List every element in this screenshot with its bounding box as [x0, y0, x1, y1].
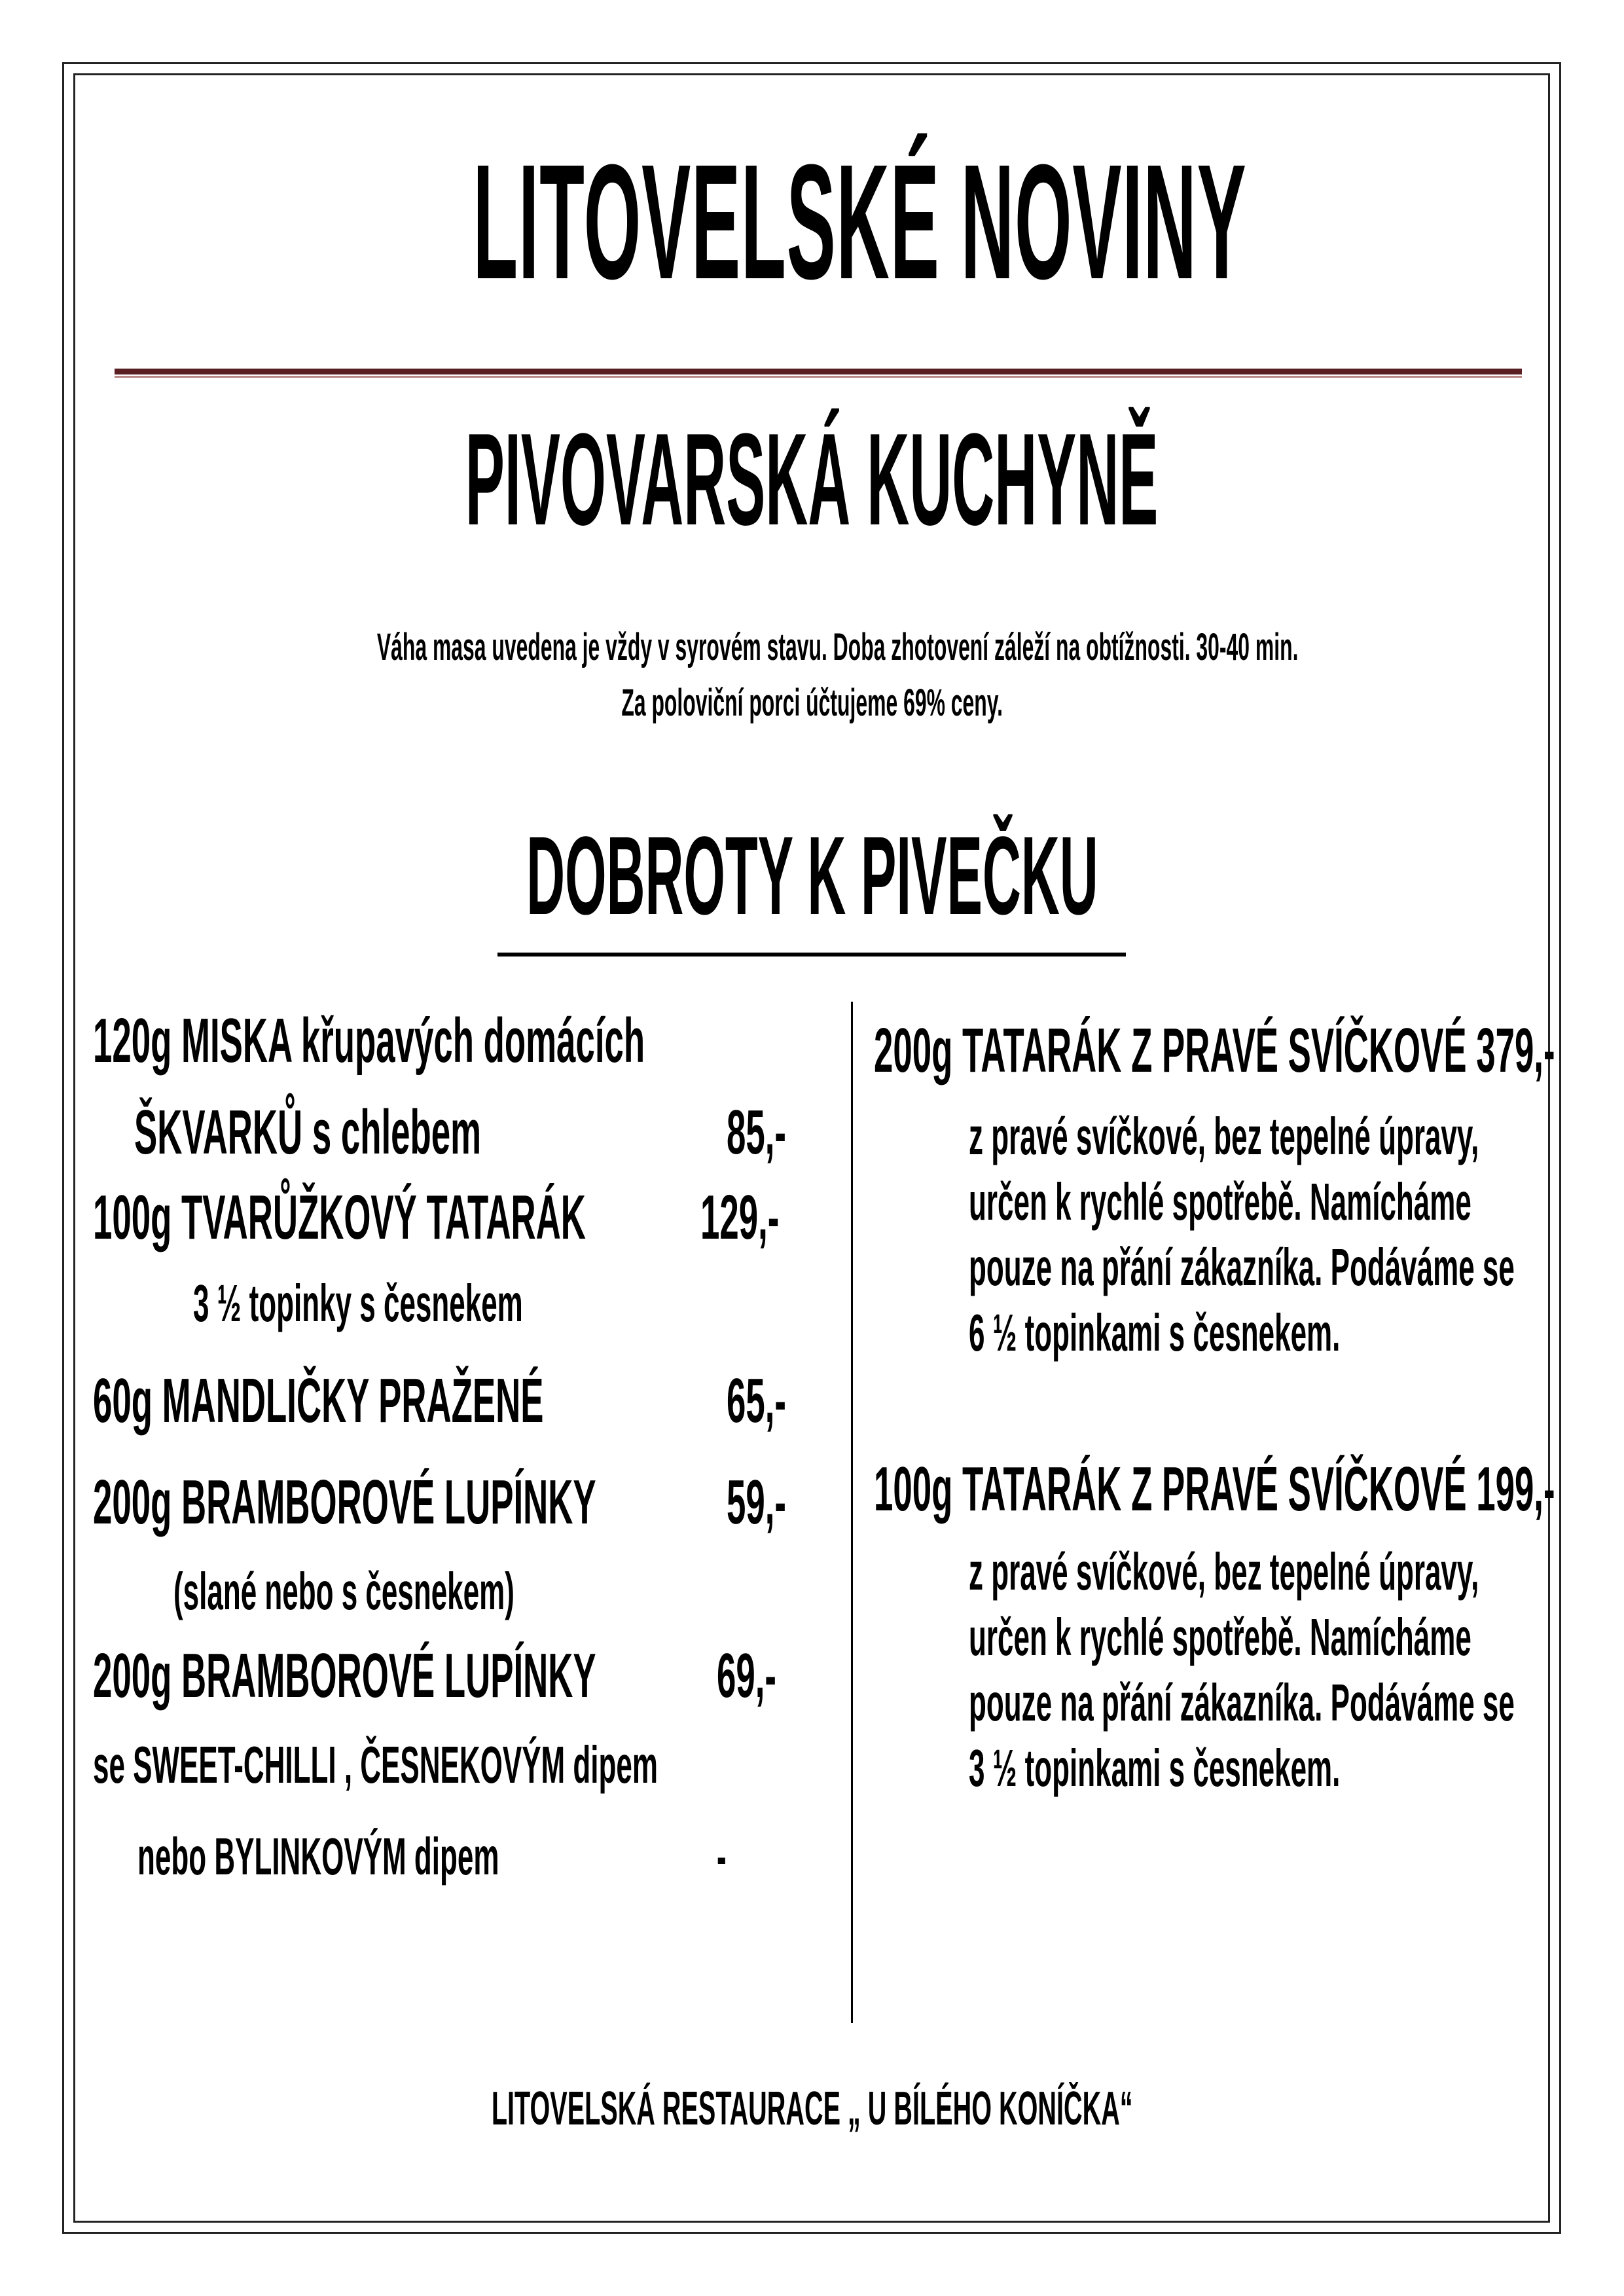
item-4-name: 200g BRAMBOROVÉ LUPÍNKY [93, 1467, 596, 1537]
title-divider [115, 369, 1522, 374]
item-2-name: 100g TVARŮŽKOVÝ TATARÁK [93, 1182, 586, 1252]
right-item-1-desc-4: 6 ½ topinkami s česnekem. [969, 1303, 1341, 1362]
page-subtitle: PIVOVARSKÁ KUCHYNĚ [465, 407, 1159, 553]
item-5-desc-line2: nebo BYLINKOVÝM dipem [137, 1827, 499, 1886]
note-line-2: Za poloviční porci účtujeme 69% ceny. [621, 682, 1003, 724]
page-title-wrap [0, 128, 1624, 316]
item-1-name-line2: ŠKVARKŮ s chlebem [134, 1097, 482, 1167]
item-4-desc: (slané nebo s česnekem) [173, 1562, 514, 1620]
right-item-2-desc-1: z pravé svíčkové, bez tepelné úpravy, [969, 1542, 1479, 1601]
page-title: LITOVELSKÉ NOVINY [473, 130, 1247, 313]
note-line-1: Váha masa uvedena je vždy v syrovém stavu. Doba zhotovení záleží na obtížnosti. 30-40 min. [376, 626, 1299, 668]
right-item-2-name: 100g TATARÁK Z PRAVÉ SVÍČKOVÉ 199,- [874, 1454, 1555, 1524]
right-item-2-desc-3: pouze na přání zákazníka. Podáváme se [969, 1673, 1515, 1732]
item-2-desc: 3 ½ topinky s česnekem [193, 1274, 523, 1332]
footer-text: LITOVELSKÁ RESTAURACE „ U BÍLÉHO KONÍČKA“ [491, 2083, 1133, 2135]
title-divider-shadow [115, 376, 1522, 378]
right-item-1-desc-1: z pravé svíčkové, bez tepelné úpravy, [969, 1107, 1479, 1165]
right-item-1-desc-2: určen k rychlé spotřebě. Namícháme [969, 1173, 1471, 1231]
item-1-price: 85,- [727, 1097, 786, 1167]
item-5-desc-line1: se SWEET-CHILLI , ČESNEKOVÝM dipem [93, 1736, 659, 1794]
item-4-price: 59,- [727, 1467, 786, 1537]
item-5-price: 69,- [717, 1641, 776, 1711]
right-item-2-desc-2: určen k rychlé spotřebě. Namícháme [969, 1608, 1471, 1666]
section-underline [497, 953, 1126, 957]
right-item-2-desc-4: 3 ½ topinkami s česnekem. [969, 1739, 1341, 1797]
footer-wrap [0, 2082, 1624, 2136]
item-3-name: 60g MANDLIČKY PRAŽENÉ [93, 1366, 544, 1436]
item-1-name-line1: 120g MISKA křupavých domácích [93, 1006, 645, 1076]
item-5-name: 200g BRAMBOROVÉ LUPÍNKY [93, 1641, 596, 1711]
subtitle-wrap [0, 405, 1624, 555]
item-3-price: 65,- [727, 1366, 786, 1436]
item-2-price: 129,- [700, 1182, 780, 1252]
section-title-wrap [0, 812, 1624, 940]
right-item-1-desc-3: pouze na přání zákazníka. Podáváme se [969, 1238, 1515, 1296]
item-5-dash: - [717, 1827, 727, 1886]
note-line-2-wrap [0, 681, 1624, 725]
right-item-1-name: 200g TATARÁK Z PRAVÉ SVÍČKOVÉ 379,- [874, 1015, 1555, 1085]
note-line-1-wrap [0, 625, 1624, 669]
section-title: DOBROTY K PIVEČKU [526, 814, 1098, 938]
